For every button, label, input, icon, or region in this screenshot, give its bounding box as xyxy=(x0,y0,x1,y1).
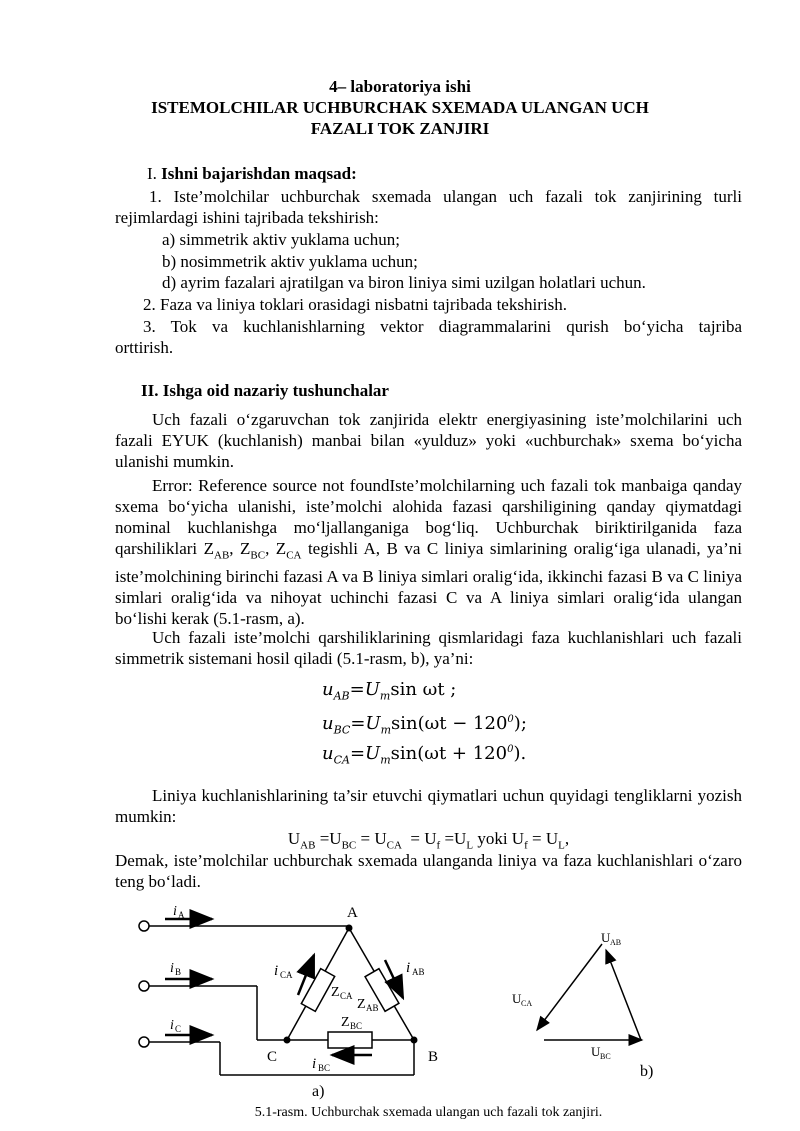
paragraph-4: Liniya kuchlanishlarining ta’sir etuvchi qiymatlari uchun quyidagi tengliklarni yozish mumkin: xyxy=(115,786,742,826)
formula-uab: $u_{AB}=U_m\sin$ ωt ; xyxy=(322,679,457,703)
svg-text:A: A xyxy=(178,910,185,920)
terminal-a xyxy=(139,921,149,931)
svg-text:i: i xyxy=(173,904,177,919)
paragraph-1: Uch fazali o‘zgaruvchan tok zanjirida elektr energiyasining iste’molchilarini uch fazali EYUK (kuchlanish) manbai bilan «yulduz» yoki «uchburchak» sxema bo‘yicha ulanishi mumkin. xyxy=(115,410,742,471)
svg-text:Z: Z xyxy=(331,985,340,1000)
svg-text:i: i xyxy=(170,961,174,976)
node-a-dot xyxy=(346,925,353,932)
svg-text:i: i xyxy=(170,1018,174,1033)
node-b-label: B xyxy=(428,1049,439,1065)
formula-uca: $u_{CA}=U_m\sin(\omega t + 120^0)$. xyxy=(322,743,527,767)
node-b-dot xyxy=(411,1037,418,1044)
svg-text:CA: CA xyxy=(340,991,353,1001)
svg-text:U: U xyxy=(591,1044,601,1059)
svg-text:i: i xyxy=(312,1056,317,1072)
node-c-label: C xyxy=(267,1049,278,1065)
section-1-heading: I. Ishni bajarishdan maqsad: xyxy=(147,164,357,183)
goal-item-3a: 3. Tok va kuchlanishlarning vektor diagrammalarini qurish bo‘yicha tajriba xyxy=(143,317,742,336)
goal-sub-a: a) simmetrik aktiv yuklama uchun; xyxy=(162,230,400,249)
goal-item-1b: rejimlardagi ishini tajribada tekshirish: xyxy=(115,208,379,227)
svg-text:U: U xyxy=(512,991,522,1006)
svg-text:B: B xyxy=(175,967,182,977)
goal-sub-b: b) nosimmetrik aktiv yuklama uchun; xyxy=(162,252,418,271)
svg-text:CA: CA xyxy=(521,999,533,1008)
svg-text:BC: BC xyxy=(350,1021,363,1031)
svg-text:BC: BC xyxy=(318,1063,331,1073)
goal-item-1a: 1. Iste’molchilar uchburchak sxemada ulangan uch fazali tok zanjirining turli xyxy=(149,187,742,206)
svg-text:CA: CA xyxy=(280,970,293,980)
goal-item-3b: orttirish. xyxy=(115,338,174,357)
node-c-dot xyxy=(284,1037,291,1044)
svg-text:Z: Z xyxy=(341,1015,350,1030)
equality-line: $U_{AB} =U_{BC} = U_{CA} = U_f =U_L$ yoki $U_f = U_L$, xyxy=(287,829,570,852)
resistor-zbc xyxy=(328,1032,372,1048)
svg-text:AB: AB xyxy=(610,938,622,947)
goal-sub-d: d) ayrim fazalari ajratilgan va biron liniya simi uzilgan holatlari uchun. xyxy=(162,273,646,292)
section-2-title: Ishga oid nazariy tushunchalar xyxy=(162,381,389,400)
paragraph-3: Uch fazali iste’molchi qarshiliklarining qismlaridagi faza kuchlanishlari uch fazali simmetrik sistemani hosil qiladi (5.1-rasm, b), ya’ni: xyxy=(115,628,742,668)
title-line-2: FAZALI TOK ZANJIRI xyxy=(310,119,490,138)
svg-text:Z: Z xyxy=(357,997,366,1012)
formula-ubc: $u_{BC}=U_m\sin(\omega t - 120^0)$; xyxy=(322,713,527,737)
title-line-1: ISTEMOLCHILAR UCHBURCHAK SXEMADA ULANGAN UCH xyxy=(151,98,649,117)
svg-text:U: U xyxy=(601,930,611,945)
node-a-label: A xyxy=(347,905,358,921)
terminal-c xyxy=(139,1037,149,1047)
svg-text:C: C xyxy=(175,1024,182,1034)
svg-text:i: i xyxy=(274,963,279,979)
svg-text:i: i xyxy=(406,960,411,976)
section-2-heading: II. Ishga oid nazariy tushunchalar xyxy=(141,381,389,400)
label-a: a) xyxy=(312,1083,325,1100)
paragraph-2: Error: Reference source not foundIste’molchilarning uch fazali tok manbaiga qanday sxema bo‘yicha ulanishi, iste’molchi alohida fazasi qarshiligining qanday qiymatdagi nominal kuchlanishga mo‘ljallanganiga bog‘liq. Uchburchak biriktirilganida faza qarshiliklari $Z_{AB}$, $Z_{BC}$, $Z_{CA}$ tegishli A, B va C liniya simlarining oralig‘iga ulanadi, ya’ni iste’molchining birinchi fazasi A va B liniya simlari oralig‘ida, ikkinchi fazasi B va C liniya simlari oralig‘ida va nihoyat uchinchi fazasi C va A liniya simlari oralig‘ida ulangan bo‘lishi kerak (5.1-rasm, a). xyxy=(115,476,742,629)
label-b: b) xyxy=(640,1063,654,1080)
paragraph-5: Demak, iste’molchilar uchburchak sxemada ulanganda liniya va faza kuchlanishlari o‘zaro teng bo‘ladi. xyxy=(115,851,742,891)
goal-item-2: 2. Faza va liniya toklari orasidagi nisbatni tajribada tekshirish. xyxy=(143,295,567,314)
lab-number: 4– laboratoriya ishi xyxy=(329,77,471,96)
figure-caption: 5.1-rasm. Uchburchak sxemada ulangan uch fazali tok zanjiri. xyxy=(254,1105,603,1120)
svg-text:BC: BC xyxy=(600,1052,611,1061)
terminal-b xyxy=(139,981,149,991)
svg-text:AB: AB xyxy=(366,1003,379,1013)
svg-text:AB: AB xyxy=(412,967,425,977)
section-1-title: Ishni bajarishdan maqsad: xyxy=(161,164,357,183)
